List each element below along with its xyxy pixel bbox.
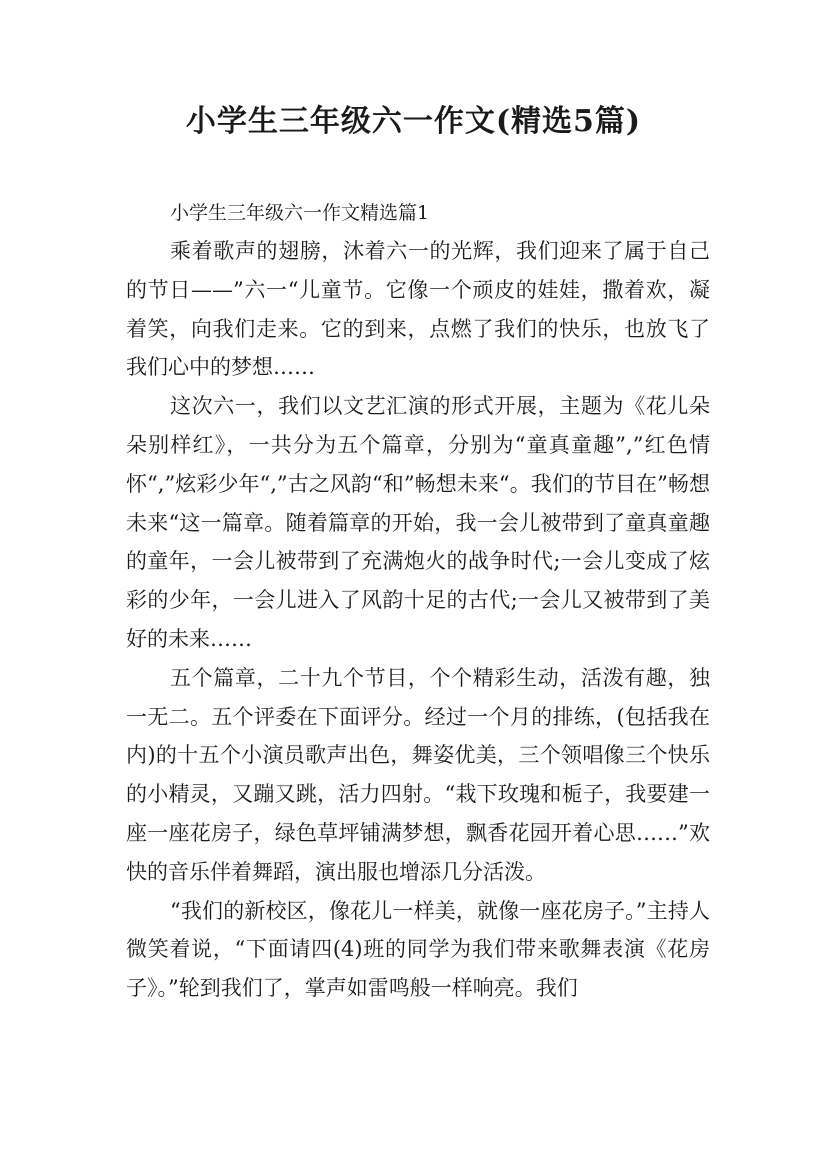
- paragraph: 这次六一，我们以文艺汇演的形式开展，主题为《花儿朵朵别样红》，一共分为五个篇章，分别为“童真童趣”,”红色情怀“,”炫彩少年“,”古之风韵“和”畅想未来“。我们的节目在”畅想未来“这一篇章。随着篇章的开始，我一会儿被带到了童真童趣的童年，一会儿被带到了充满炮火的战争时代;一会儿变成了炫彩的少年，一会儿进入了风韵十足的古代;一会儿又被带到了美好的未来……: [126, 394, 710, 651]
- article-body: [126, 194, 710, 1008]
- paragraph: 五个篇章，二十九个节目，个个精彩生动，活泼有趣，独一无二。五个评委在下面评分。经过一个月的排练，(包括我在内)的十五个小演员歌声出色，舞姿优美，三个领唱像三个快乐的小精灵，又蹦又跳，活力四射。“栽下玫瑰和栀子，我要建一座一座花房子，绿色草坪铺满梦想，飘香花园开着心思……”欢快的音乐伴着舞蹈，演出服也增添几分活泼。: [126, 665, 710, 884]
- paragraph: 乘着歌声的翅膀，沐着六一的光辉，我们迎来了属于自己的节日——”六一“儿童节。它像一个顽皮的娃娃，撒着欢，凝着笑，向我们走来。它的到来，点燃了我们的快乐，也放飞了我们心中的梦想……: [126, 239, 710, 380]
- section-heading: 小学生三年级六一作文精选篇1: [170, 202, 430, 224]
- paragraph: “我们的新校区，像花儿一样美，就像一座花房子。”主持人微笑着说，“下面请四(4)班的同学为我们带来歌舞表演《花房子》。”轮到我们了，掌声如雷鸣般一样响亮。我们: [126, 898, 710, 1001]
- document-title: 小学生三年级六一作文(精选5篇): [185, 104, 642, 139]
